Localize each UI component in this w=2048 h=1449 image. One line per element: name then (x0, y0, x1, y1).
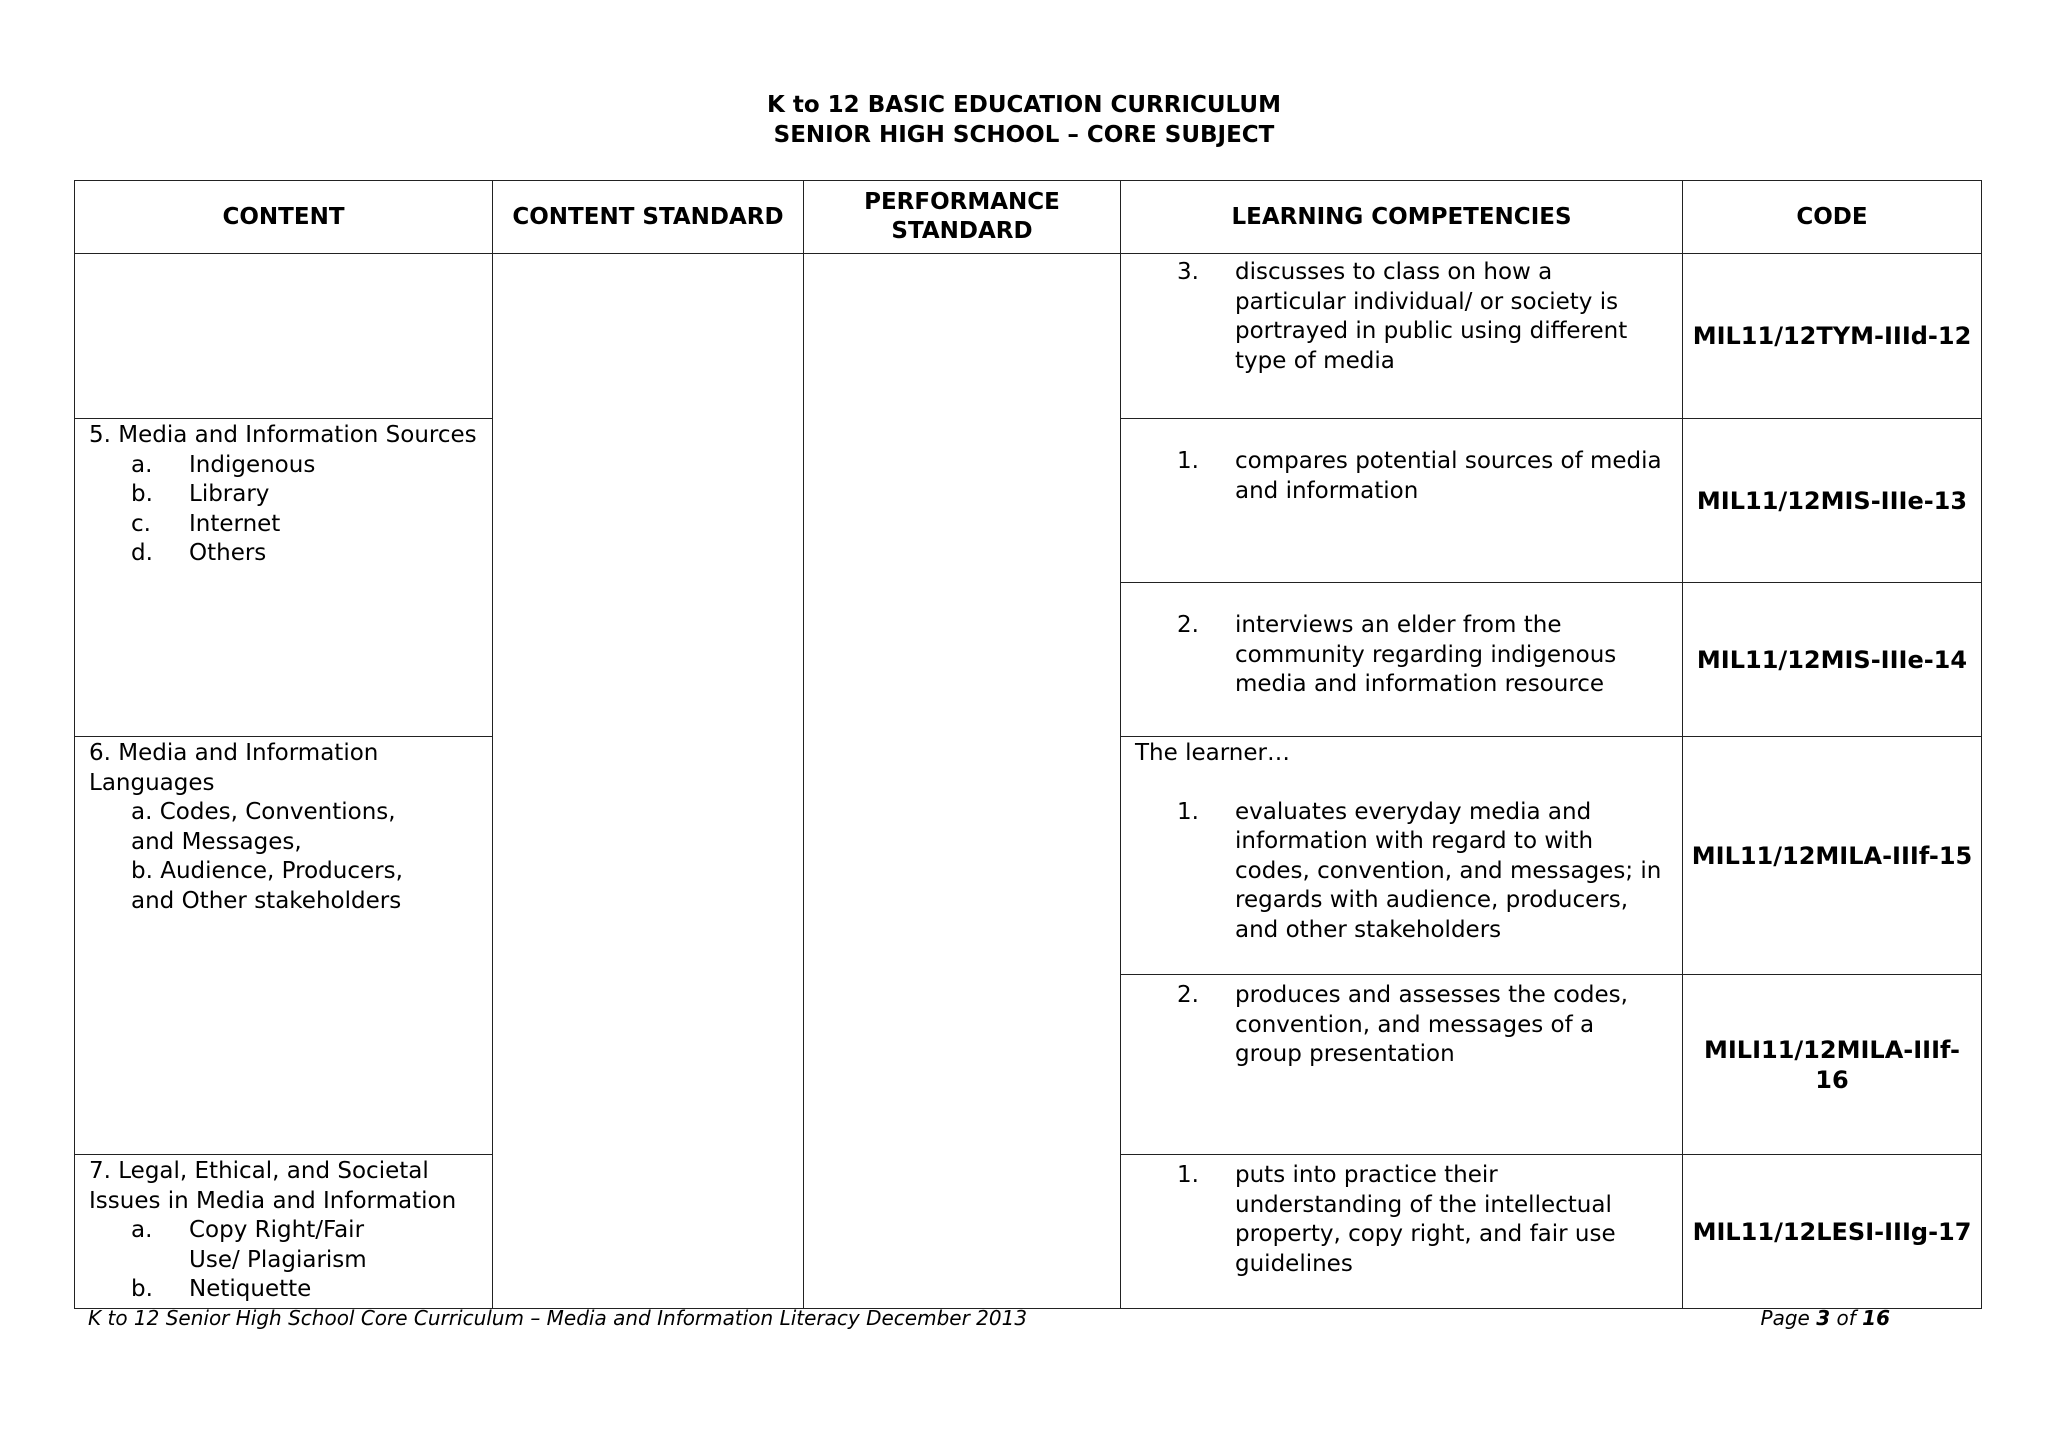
competency-item (1135, 1161, 1668, 1279)
competency-cell (1121, 254, 1683, 419)
competency-number: 1. (1177, 448, 1199, 474)
curriculum-table (74, 180, 1982, 1309)
competency-item (1135, 798, 1668, 946)
competency-cell (1121, 737, 1683, 975)
table-header-row (75, 181, 1982, 254)
page-total: 16 (1862, 1306, 1890, 1330)
header-subtitle: SENIOR HIGH SCHOOL – CORE SUBJECT (773, 122, 1275, 148)
content-cell-empty (75, 254, 493, 419)
competency-text: compares potential sources of media and information (1235, 448, 1662, 504)
competency-text: discusses to class on how a particular individual/ or society is portrayed in public using different type of media (1235, 259, 1628, 374)
sub-topic-item: a. Codes, Conventions, and Messages, (131, 799, 396, 855)
competency-item (1135, 447, 1668, 506)
column-header-code: CODE (1683, 181, 1982, 254)
competency-code: MIL11/12LESI-IIIg-17 (1692, 1217, 1972, 1246)
code-cell (1683, 975, 1982, 1155)
sub-topic-item: b. Audience, Producers, and Other stakeholders (131, 858, 403, 914)
competency-number: 2. (1177, 612, 1199, 638)
code-cell (1683, 737, 1982, 975)
competency-item (1135, 981, 1668, 1070)
page-header (0, 90, 2048, 150)
content-cell-section-7 (75, 1155, 493, 1309)
footer-page-number (1760, 1305, 1890, 1331)
code-cell (1683, 1155, 1982, 1309)
sub-topic-item: b. Netiquette (131, 1276, 312, 1302)
column-header-content: CONTENT (75, 181, 493, 254)
competency-text: evaluates everyday media and information with regard to with codes, convention, and messages; in regards with audience, producers, and other stakeholders (1235, 798, 1662, 943)
section-title: 5. Media and Information Sources (89, 422, 477, 448)
competency-number: 1. (1177, 1162, 1199, 1188)
page-current: 3 (1816, 1306, 1831, 1330)
sub-topic-item: b. Library (131, 481, 270, 507)
competency-text: puts into practice their understanding of the intellectual property, copy right, and fair use guidelines (1235, 1162, 1616, 1277)
competency-number: 1. (1177, 798, 1199, 825)
competency-text: interviews an elder from the community regarding indigenous media and information resource (1235, 612, 1617, 697)
column-header-learning-competencies: LEARNING COMPETENCIES (1121, 181, 1683, 254)
content-cell-section-6 (75, 737, 493, 1155)
header-title: K to 12 BASIC EDUCATION CURRICULUM (767, 92, 1281, 118)
page-prefix: Page (1760, 1306, 1810, 1330)
competency-number: 3. (1177, 259, 1199, 285)
code-cell (1683, 583, 1982, 737)
sub-topic-item: a. Indigenous (131, 451, 316, 478)
section-title: 7. Legal, Ethical, and Societal Issues in Media and Information (89, 1158, 457, 1214)
footer-doc-title: K to 12 Senior High School Core Curriculum – Media and Information Literacy December 2013 (88, 1306, 1028, 1330)
learner-intro: The learner… (1135, 740, 1290, 766)
column-header-content-standard: CONTENT STANDARD (493, 181, 804, 254)
content-standard-cell (493, 254, 804, 1309)
competency-cell (1121, 975, 1683, 1155)
code-cell (1683, 419, 1982, 583)
sub-topic-list (89, 1216, 480, 1305)
table-row (75, 254, 1982, 419)
competency-item (1135, 258, 1668, 376)
competency-item (1135, 611, 1668, 700)
competency-number: 2. (1177, 982, 1199, 1008)
competency-code: MILI11/12MILA-IIIf-16 (1703, 1035, 1960, 1094)
competency-text: produces and assesses the codes, convention, and messages of a group presentation (1235, 982, 1628, 1067)
competency-code: MIL11/12TYM-IIId-12 (1692, 322, 1972, 350)
competency-cell (1121, 583, 1683, 737)
sub-topic-item: d. Others (131, 540, 267, 566)
competency-cell (1121, 1155, 1683, 1309)
code-cell (1683, 254, 1982, 419)
competency-code: MIL11/12MIS-IIIe-14 (1696, 645, 1968, 674)
sub-topic-item: c. Internet (131, 510, 281, 537)
content-cell-section-5 (75, 419, 493, 737)
column-header-performance-standard: PERFORMANCE STANDARD (804, 181, 1121, 254)
sub-topic-item: a. Copy Right/Fair Use/ Plagiarism (131, 1217, 367, 1273)
sub-topic-list (89, 451, 480, 569)
competency-code: MIL11/12MIS-IIIe-13 (1696, 486, 1968, 515)
performance-standard-cell (804, 254, 1121, 1309)
section-title: 6. Media and Information Languages (89, 740, 379, 796)
page-of: of (1836, 1306, 1856, 1330)
competency-code: MIL11/12MILA-IIIf-15 (1691, 841, 1973, 870)
competency-cell (1121, 419, 1683, 583)
